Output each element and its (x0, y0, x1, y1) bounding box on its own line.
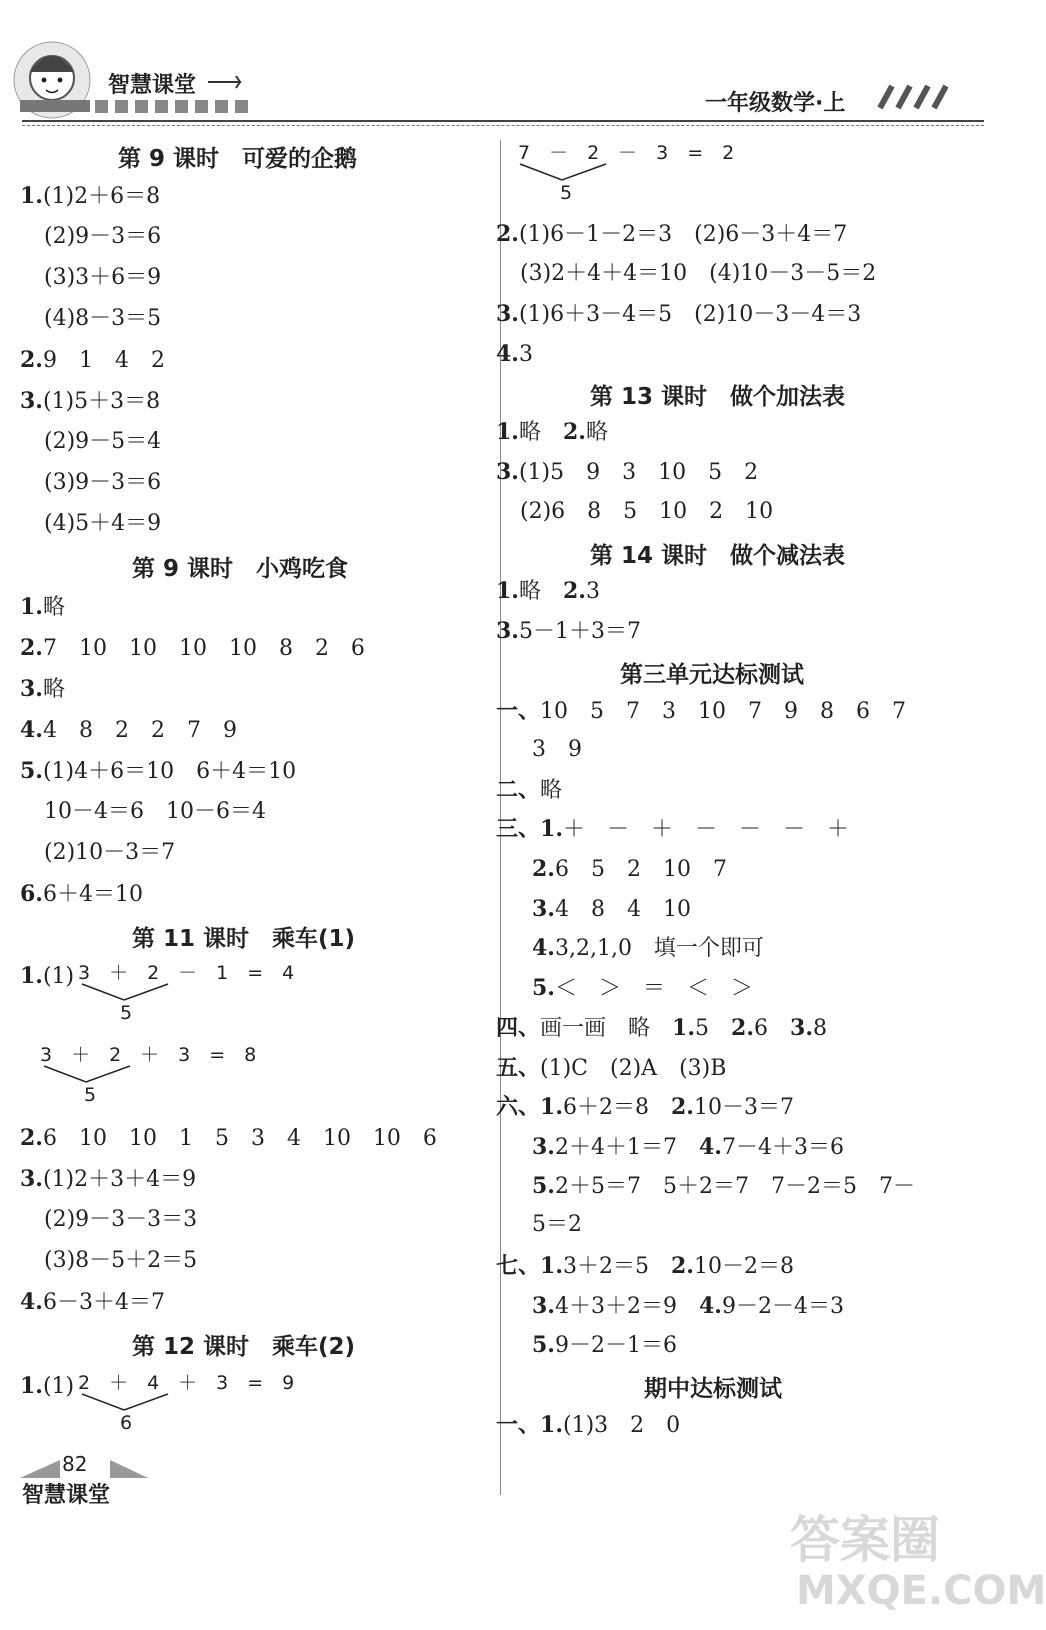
footer-brand: 智慧课堂 (22, 1483, 111, 1508)
question-number: 3. (790, 1015, 813, 1041)
equation-sum: 5 (84, 1084, 97, 1106)
question-number: 3. (532, 1293, 555, 1319)
header-decoration (0, 0, 1000, 118)
answer-line: 4 8 2 2 7 9 (42, 718, 237, 743)
answer-line: (1)4＋6＝10 6＋4＝10 (42, 759, 297, 784)
part-label: 七、 (496, 1253, 541, 1279)
question-number: 4. (698, 1134, 722, 1160)
answer-line: (2)9－3－3＝3 (44, 1207, 198, 1232)
question-number: 1. (540, 1412, 563, 1438)
answer-line: (1)2＋3＋4＝9 (42, 1167, 197, 1192)
part-label: 三、 (496, 816, 541, 842)
answer-line: (3)8－5＋2＝5 (44, 1248, 198, 1273)
watermark-url: MXQE.COM (796, 1568, 1046, 1614)
question-number: 2. (671, 1253, 694, 1279)
answer-line: ＋ － ＋ － － － ＋ (562, 817, 849, 842)
question-number: 2. (563, 419, 586, 445)
answer-line: 3 9 (532, 737, 582, 762)
question-number: 1. (20, 594, 43, 620)
part-label: 四、 (496, 1015, 541, 1041)
equation-sum: 6 (120, 1412, 133, 1434)
answer-prefix: (1) (42, 964, 75, 989)
page-number: 82 (62, 1452, 88, 1476)
answer-line: 画一画 略 (540, 1016, 651, 1041)
question-number: 1. (20, 963, 43, 989)
answer-line: 略 (42, 677, 65, 702)
question-number: 2. (20, 347, 43, 373)
answer-line: 略 (585, 420, 608, 445)
question-number: 1. (540, 1253, 563, 1279)
question-number: 3. (496, 459, 519, 485)
question-number: 5. (532, 975, 555, 1001)
question-number: 2. (563, 578, 586, 604)
girl-logo-icon (14, 42, 90, 118)
answer-line: (2)9－3＝6 (44, 224, 162, 249)
brace-line (78, 982, 178, 1004)
question-number: 4. (20, 717, 43, 743)
answer-line: (2)6 8 5 10 2 10 (520, 499, 774, 524)
section-title: 第三单元达标测试 (620, 662, 804, 688)
answer-line: (1)5 9 3 10 5 2 (518, 460, 759, 485)
answer-line: 5－1＋3＝7 (518, 619, 641, 644)
question-number: 2. (20, 635, 43, 661)
section-title: 第 14 课时 做个减法表 (590, 543, 846, 569)
header-divider (22, 120, 984, 126)
answer-line: ＜ ＞ ＝ ＜ ＞ (554, 976, 753, 1001)
answer-line: 3 (585, 579, 600, 604)
answer-line: 略 (518, 579, 541, 604)
brand-arrow-icon (208, 76, 240, 88)
question-number: 6. (20, 881, 43, 907)
question-number: 5. (532, 1332, 555, 1358)
question-number: 1. (540, 816, 563, 842)
header-squares (95, 100, 248, 113)
answer-line: 6＋4＝10 (42, 882, 143, 907)
part-label: 二、 (496, 777, 541, 803)
answer-line: 5 (695, 1016, 710, 1041)
answer-line: 6 (754, 1016, 768, 1041)
answer-line: (3)3＋6＝9 (44, 265, 162, 290)
question-number: 5. (20, 758, 43, 784)
answer-line: 8 (812, 1016, 827, 1041)
answer-line: 略 (42, 595, 65, 620)
question-number: 3. (20, 1166, 43, 1192)
part-label: 一、 (496, 1412, 541, 1438)
question-number: 3. (496, 618, 519, 644)
question-number: 1. (540, 1094, 563, 1120)
brace-line (78, 1392, 178, 1414)
answer-line: 2＋4＋1＝7 (554, 1135, 677, 1160)
equation: 2 ＋ 4 ＋ 3 = 9 (78, 1372, 295, 1394)
answer-line: 9－2－4＝3 (721, 1294, 844, 1319)
answer-line: (4)8－3＝5 (44, 306, 162, 331)
answer-line: (2)10－3＝7 (44, 840, 176, 865)
section-title: 第 12 课时 乘车(2) (132, 1334, 356, 1360)
equation: 3 ＋ 2 ＋ 3 = 8 (40, 1044, 257, 1066)
answer-line: 6 10 10 1 5 3 4 10 10 6 (42, 1126, 437, 1151)
answer-line: (3)2＋4＋4＝10 (4)10－3－5＝2 (520, 261, 877, 286)
question-number: 2. (532, 856, 555, 882)
answer-line: (3)9－3＝6 (44, 470, 162, 495)
part-label: 一、 (496, 698, 541, 724)
section-title: 第 9 课时 小鸡吃食 (132, 556, 349, 582)
answer-line: 3 (518, 342, 533, 367)
answer-line: 10－2＝8 (693, 1254, 794, 1279)
answer-line: 略 (518, 420, 541, 445)
answer-line: 6＋2＝8 (562, 1095, 649, 1120)
question-number: 3. (496, 301, 519, 327)
question-number: 1. (496, 419, 519, 445)
question-number: 3. (532, 896, 555, 922)
question-number: 4. (496, 341, 519, 367)
equation-sum: 5 (120, 1002, 133, 1024)
answer-line: 略 (540, 778, 563, 803)
question-number: 1. (496, 578, 519, 604)
answer-line: (4)5＋4＝9 (44, 511, 162, 536)
answer-line: 3＋2＝5 (562, 1254, 649, 1279)
answer-line: 5＝2 (532, 1212, 582, 1237)
answer-line: 10－3＝7 (693, 1095, 794, 1120)
answer-line: (1)6＋3－4＝5 (2)10－3－4＝3 (518, 302, 862, 327)
question-number: 2. (671, 1094, 694, 1120)
question-number: 4. (698, 1293, 722, 1319)
question-number: 4. (532, 935, 555, 961)
question-number: 2. (496, 221, 519, 247)
answer-line: (2)9－5＝4 (44, 429, 162, 454)
answer-line: (1)3 2 0 (562, 1413, 681, 1438)
question-number: 1. (20, 1373, 43, 1399)
answer-line: (1)2＋6＝8 (42, 184, 161, 209)
brace-line (516, 162, 616, 184)
section-title: 第 9 课时 可爱的企鹅 (118, 146, 358, 172)
question-number: 1. (20, 183, 43, 209)
header-subject: 一年级数学·上 (705, 91, 846, 116)
question-number: 2. (731, 1015, 754, 1041)
answer-prefix: (1) (42, 1374, 75, 1399)
answer-line: 7－4＋3＝6 (721, 1135, 844, 1160)
answer-line: 6 5 2 10 7 (554, 857, 727, 882)
section-title: 第 13 课时 做个加法表 (590, 384, 846, 410)
section-title: 期中达标测试 (644, 1376, 782, 1402)
section-title: 第 11 课时 乘车(1) (132, 926, 356, 952)
question-number: 1. (672, 1015, 696, 1041)
header-brand: 智慧课堂 (108, 73, 197, 98)
part-label: 六、 (496, 1094, 541, 1120)
answer-line: 4 8 4 10 (554, 897, 691, 922)
answer-line: 7 10 10 10 10 8 2 6 (42, 636, 365, 661)
answer-line: (1)C (2)A (3)B (540, 1056, 727, 1081)
answer-line: 4＋3＋2＝9 (554, 1294, 677, 1319)
equation-sum: 5 (560, 182, 573, 204)
answer-line: (1)5＋3＝8 (42, 389, 161, 414)
question-number: 2. (20, 1125, 43, 1151)
answer-line: 9－2－1＝6 (554, 1333, 677, 1358)
answer-line: 10 5 7 3 10 7 9 8 6 7 (540, 699, 906, 724)
brace-line (40, 1064, 140, 1086)
answer-line: 9 1 4 2 (42, 348, 165, 373)
question-number: 4. (20, 1289, 43, 1315)
page-header (0, 0, 1000, 118)
equation: 7 － 2 － 3 = 2 (518, 142, 735, 164)
question-number: 3. (20, 388, 43, 414)
answer-line: 2＋5＝7 5＋2＝7 7－2＝5 7－ (554, 1174, 915, 1199)
header-slashes (880, 86, 946, 108)
answer-line: 6－3＋4＝7 (42, 1290, 165, 1315)
question-number: 5. (532, 1173, 555, 1199)
watermark-logo: 答案圈 (790, 1511, 940, 1569)
answer-line: (1)6－1－2＝3 (2)6－3＋4＝7 (518, 222, 848, 247)
answer-line: 3,2,1,0 填一个即可 (554, 936, 764, 961)
part-label: 五、 (496, 1055, 541, 1081)
equation: 3 ＋ 2 － 1 = 4 (78, 962, 295, 984)
question-number: 3. (20, 676, 43, 702)
answer-line: 10－4＝6 10－6＝4 (44, 799, 266, 824)
question-number: 3. (532, 1134, 555, 1160)
